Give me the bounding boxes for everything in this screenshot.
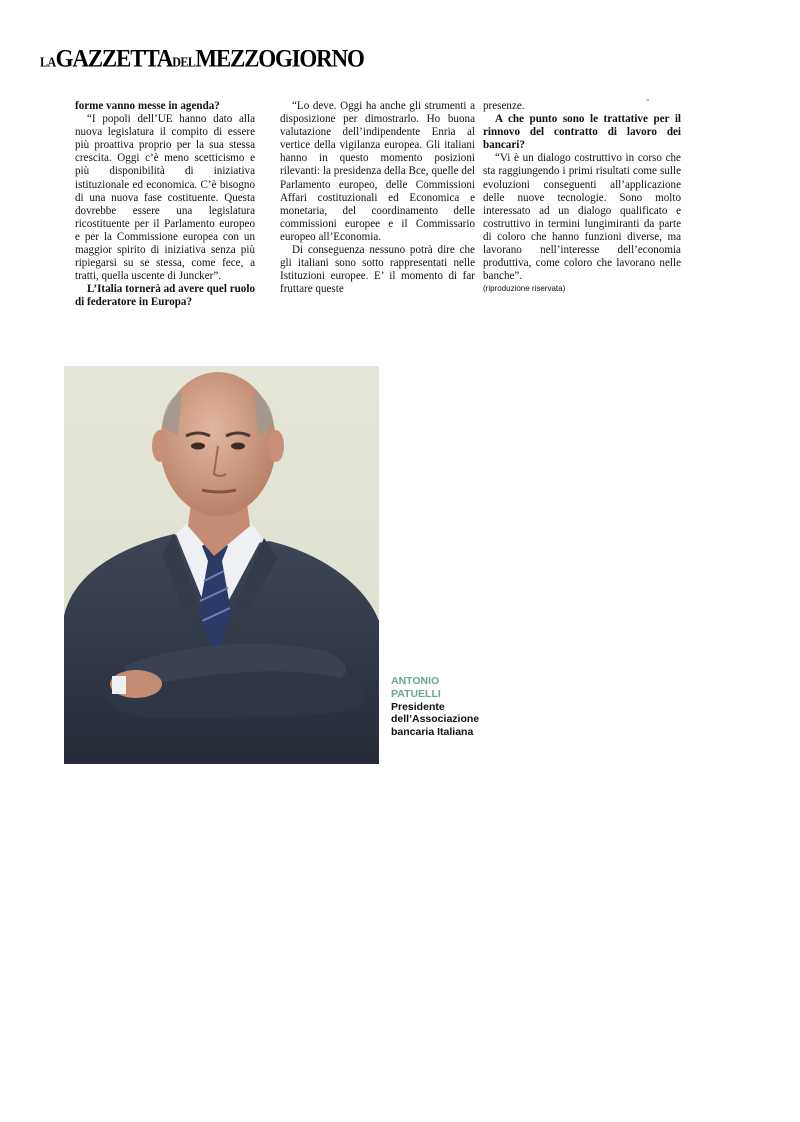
answer-paragraph: “Lo deve. Oggi ha anche gli strumenti a disposizione per dimostrarlo. Ho buona valutazione dell’indipendente Enria al vertice della vigilanza europea. Gli italiani hanno in questo momento posizioni rilevanti: la presidenza della Bce, quelle del Parlamento europeo, delle Commissioni Affari costituzionali ed Economica e monetaria, del coordinamento delle commissioni europee e il Commissario europeo all’Economia. [280,100,475,243]
masthead-mezzogiorno: MEZZOGIORNO [195,44,364,72]
masthead-la: LA [40,54,56,70]
article-column-1 [75,100,255,310]
article-column-3 [483,100,681,294]
portrait-photo [64,366,379,764]
answer-paragraph: presenze. [483,100,525,112]
question-text: A che punto sono le trattative per il rinnovo del contratto di lavoro dei bancari? [483,113,681,152]
article-column-2 [280,100,475,296]
copyright-notice: (riproduzione riservata) [483,284,566,294]
portrait-illustration [64,366,379,764]
answer-paragraph: “Vi è un dialogo costruttivo in corso che sta raggiungendo i primi risultati come sulle evoluzioni conseguenti all’applicazione delle nuove tecnologie. Sono molto interessato ad un dialogo qualificato e costruttivo in termini lungimiranti da parte di coloro che hanno funzioni diverse, ma lavorano nell’interesse dell’economia produttiva, come coloro che lavorano nelle banche”. [483,152,681,283]
question-text: forme vanno messe in agenda? [75,100,220,112]
margin-mark: - [646,95,650,106]
answer-paragraph: Di conseguenza nessuno potrà dire che gli italiani sono sotto rappresentati nelle Istituzioni europee. E’ il momento di far fruttare queste [280,244,475,296]
masthead-gazzetta: GAZZETTA [55,44,173,72]
caption-name: ANTONIO PATUELLI [391,675,441,700]
caption-role: Presidente dell’Associazione bancaria Italiana [391,700,480,739]
question-text: L’Italia tornerà ad avere quel ruolo di federatore in Europa? [75,283,255,309]
masthead-logo [40,44,364,73]
answer-paragraph: “I popoli dell’UE hanno dato alla nuova legislatura il compito di essere più proattiva proprio per la sua stessa crescita. Oggi c’è meno scetticismo e più disponibilità di iniziativa istituzionale ed economica. C’è bisogno di una nuova fase costituente. Questa dovrebbe essere una legislatura ricostituente per il Parlamento europeo e per la Commissione europea con un maggior spirito di iniziativa senza più ripiegarsi su se stessa, come fece, a tratti, quella uscente di Juncker”. [75,113,255,283]
masthead-del: DEL [172,54,196,70]
photo-caption [391,675,481,739]
